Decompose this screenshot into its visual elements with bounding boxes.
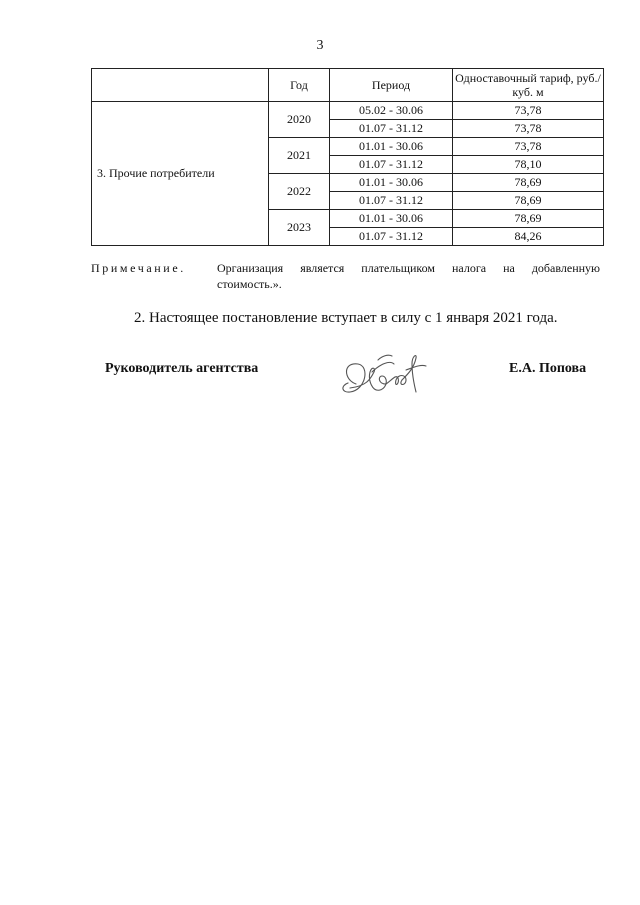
year-cell: 2020 (269, 102, 330, 138)
tariff-cell: 78,69 (453, 192, 604, 210)
signatory-name: Е.А. Попова (509, 361, 587, 376)
period-cell: 01.07 - 31.12 (330, 228, 453, 246)
page-number: 3 (316, 38, 324, 53)
tariff-cell: 78,10 (453, 156, 604, 174)
tariff-cell: 78,69 (453, 174, 604, 192)
year-cell: 2022 (269, 174, 330, 210)
header-tariff: Одноставочный тариф, руб./куб. м (453, 69, 604, 102)
year-cell: 2023 (269, 210, 330, 246)
handwritten-signature (336, 350, 436, 408)
note-text: Организация является плательщиком налога на добавленную (217, 261, 600, 275)
tariff-cell: 73,78 (453, 102, 604, 120)
tariff-cell: 84,26 (453, 228, 604, 246)
header-consumer (92, 69, 269, 102)
consumer-cell: 3. Прочие потребители (92, 102, 269, 246)
period-cell: 01.07 - 31.12 (330, 156, 453, 174)
note-text-continued: стоимость.». (217, 277, 282, 291)
signatory-title: Руководитель агентства (105, 361, 259, 376)
note-label: Примечание. (91, 261, 186, 275)
period-cell: 01.01 - 30.06 (330, 210, 453, 228)
period-cell: 01.07 - 31.12 (330, 192, 453, 210)
period-cell: 01.01 - 30.06 (330, 138, 453, 156)
table-header-row (92, 69, 604, 102)
table-row (92, 102, 604, 120)
period-cell: 01.01 - 30.06 (330, 174, 453, 192)
tariff-table (91, 68, 604, 246)
period-cell: 05.02 - 30.06 (330, 102, 453, 120)
effective-date-clause: 2. Настоящее постановление вступает в силу с 1 января 2021 года. (134, 310, 558, 326)
period-cell: 01.07 - 31.12 (330, 120, 453, 138)
header-period: Период (330, 69, 453, 102)
tariff-cell: 73,78 (453, 138, 604, 156)
year-cell: 2021 (269, 138, 330, 174)
tariff-cell: 73,78 (453, 120, 604, 138)
header-year: Год (269, 69, 330, 102)
tariff-cell: 78,69 (453, 210, 604, 228)
